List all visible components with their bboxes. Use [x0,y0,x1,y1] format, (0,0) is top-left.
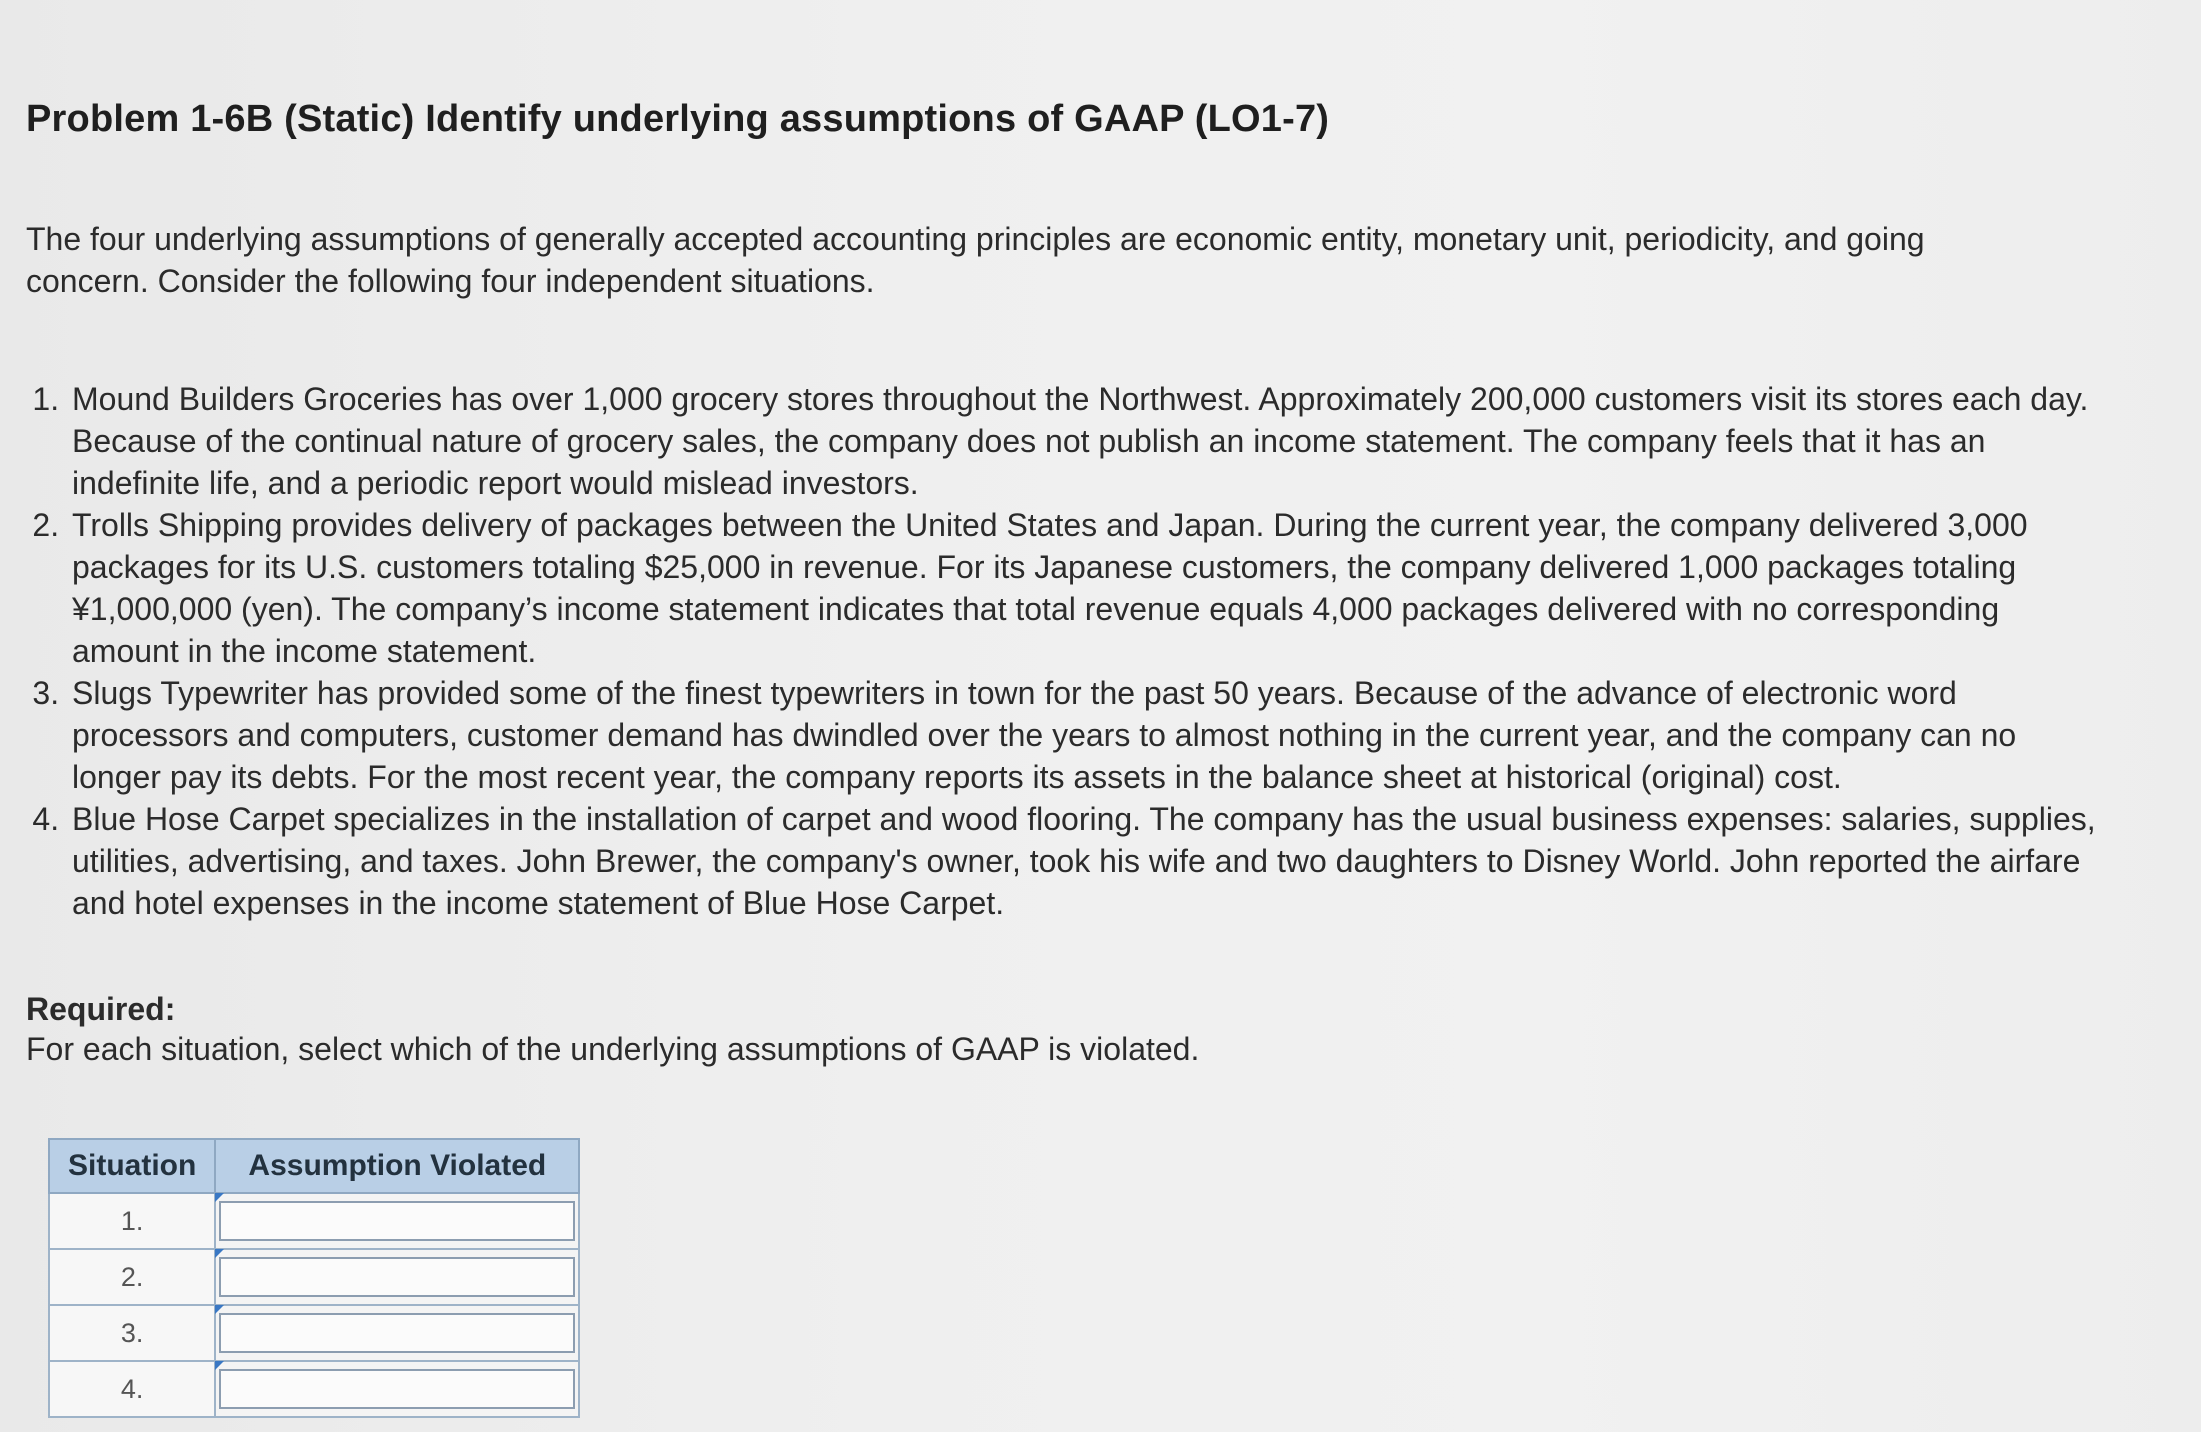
dropdown-corner-marker-icon [215,1305,224,1314]
assumption-dropdown-4[interactable] [219,1369,575,1409]
table-row [49,1249,579,1305]
required-section [26,990,2106,1068]
table-row [49,1305,579,1361]
situation-number: 3. [49,1305,215,1361]
table-header-row [49,1139,579,1193]
dropdown-corner-marker-icon [215,1193,224,1202]
situation-number: 1. [49,1193,215,1249]
situation-number: 4. [49,1361,215,1417]
dropdown-corner-marker-icon [215,1249,224,1258]
situations-list [26,378,2108,924]
problem-content [26,96,2106,1418]
situation-item: 1. Mound Builders Groceries has over 1,000 grocery stores throughout the Northwest. Approximately 200,000 customers visit its stores each day. Because of the continual nature of grocery sales, the company does not publish an income statement. The company feels that it has an indefinite life, and a periodic report would mislead investors. [68,378,2108,504]
assumption-column-header: Assumption Violated [215,1139,579,1193]
required-instructions: For each situation, select which of the underlying assumptions of GAAP is violated. [26,1031,1200,1067]
assumption-cell [215,1361,579,1417]
situation-item: 4. Blue Hose Carpet specializes in the installation of carpet and wood flooring. The company has the usual business expenses: salaries, supplies, utilities, advertising, and taxes. John Brewer, the company's owner, took his wife and two daughters to Disney World. John reported the airfare and hotel expenses in the income statement of Blue Hose Carpet. [68,798,2108,924]
assumption-dropdown-3[interactable] [219,1313,575,1353]
problem-title: Problem 1-6B (Static) Identify underlying assumptions of GAAP (LO1-7) [26,98,1330,140]
assumption-cell [215,1193,579,1249]
required-label: Required: [26,991,176,1027]
situation-column-header: Situation [49,1139,215,1193]
dropdown-corner-marker-icon [215,1361,224,1370]
situation-number: 2. [49,1249,215,1305]
table-row [49,1193,579,1249]
table-row [49,1361,579,1417]
assumption-dropdown-2[interactable] [219,1257,575,1297]
intro-paragraph: The four underlying assumptions of generally accepted accounting principles are economic entity, monetary unit, periodicity, and going concern. Consider the following four independent situations. [26,221,1925,299]
assumption-dropdown-1[interactable] [219,1201,575,1241]
answer-table [48,1138,580,1418]
assumption-cell [215,1249,579,1305]
assumption-cell [215,1305,579,1361]
situation-item: 2. Trolls Shipping provides delivery of packages between the United States and Japan. During the current year, the company delivered 3,000 packages for its U.S. customers totaling $25,000 in revenue. For its Japanese customers, the company delivered 1,000 packages totaling ¥1,000,000 (yen). The company’s income statement indicates that total revenue equals 4,000 packages delivered with no corresponding amount in the income statement. [68,504,2108,672]
situation-item: 3. Slugs Typewriter has provided some of the finest typewriters in town for the past 50 years. Because of the advance of electronic word processors and computers, customer demand has dwindled over the years to almost nothing in the current year, and the company can no longer pay its debts. For the most recent year, the company reports its assets in the balance sheet at historical (original) cost. [68,672,2108,798]
